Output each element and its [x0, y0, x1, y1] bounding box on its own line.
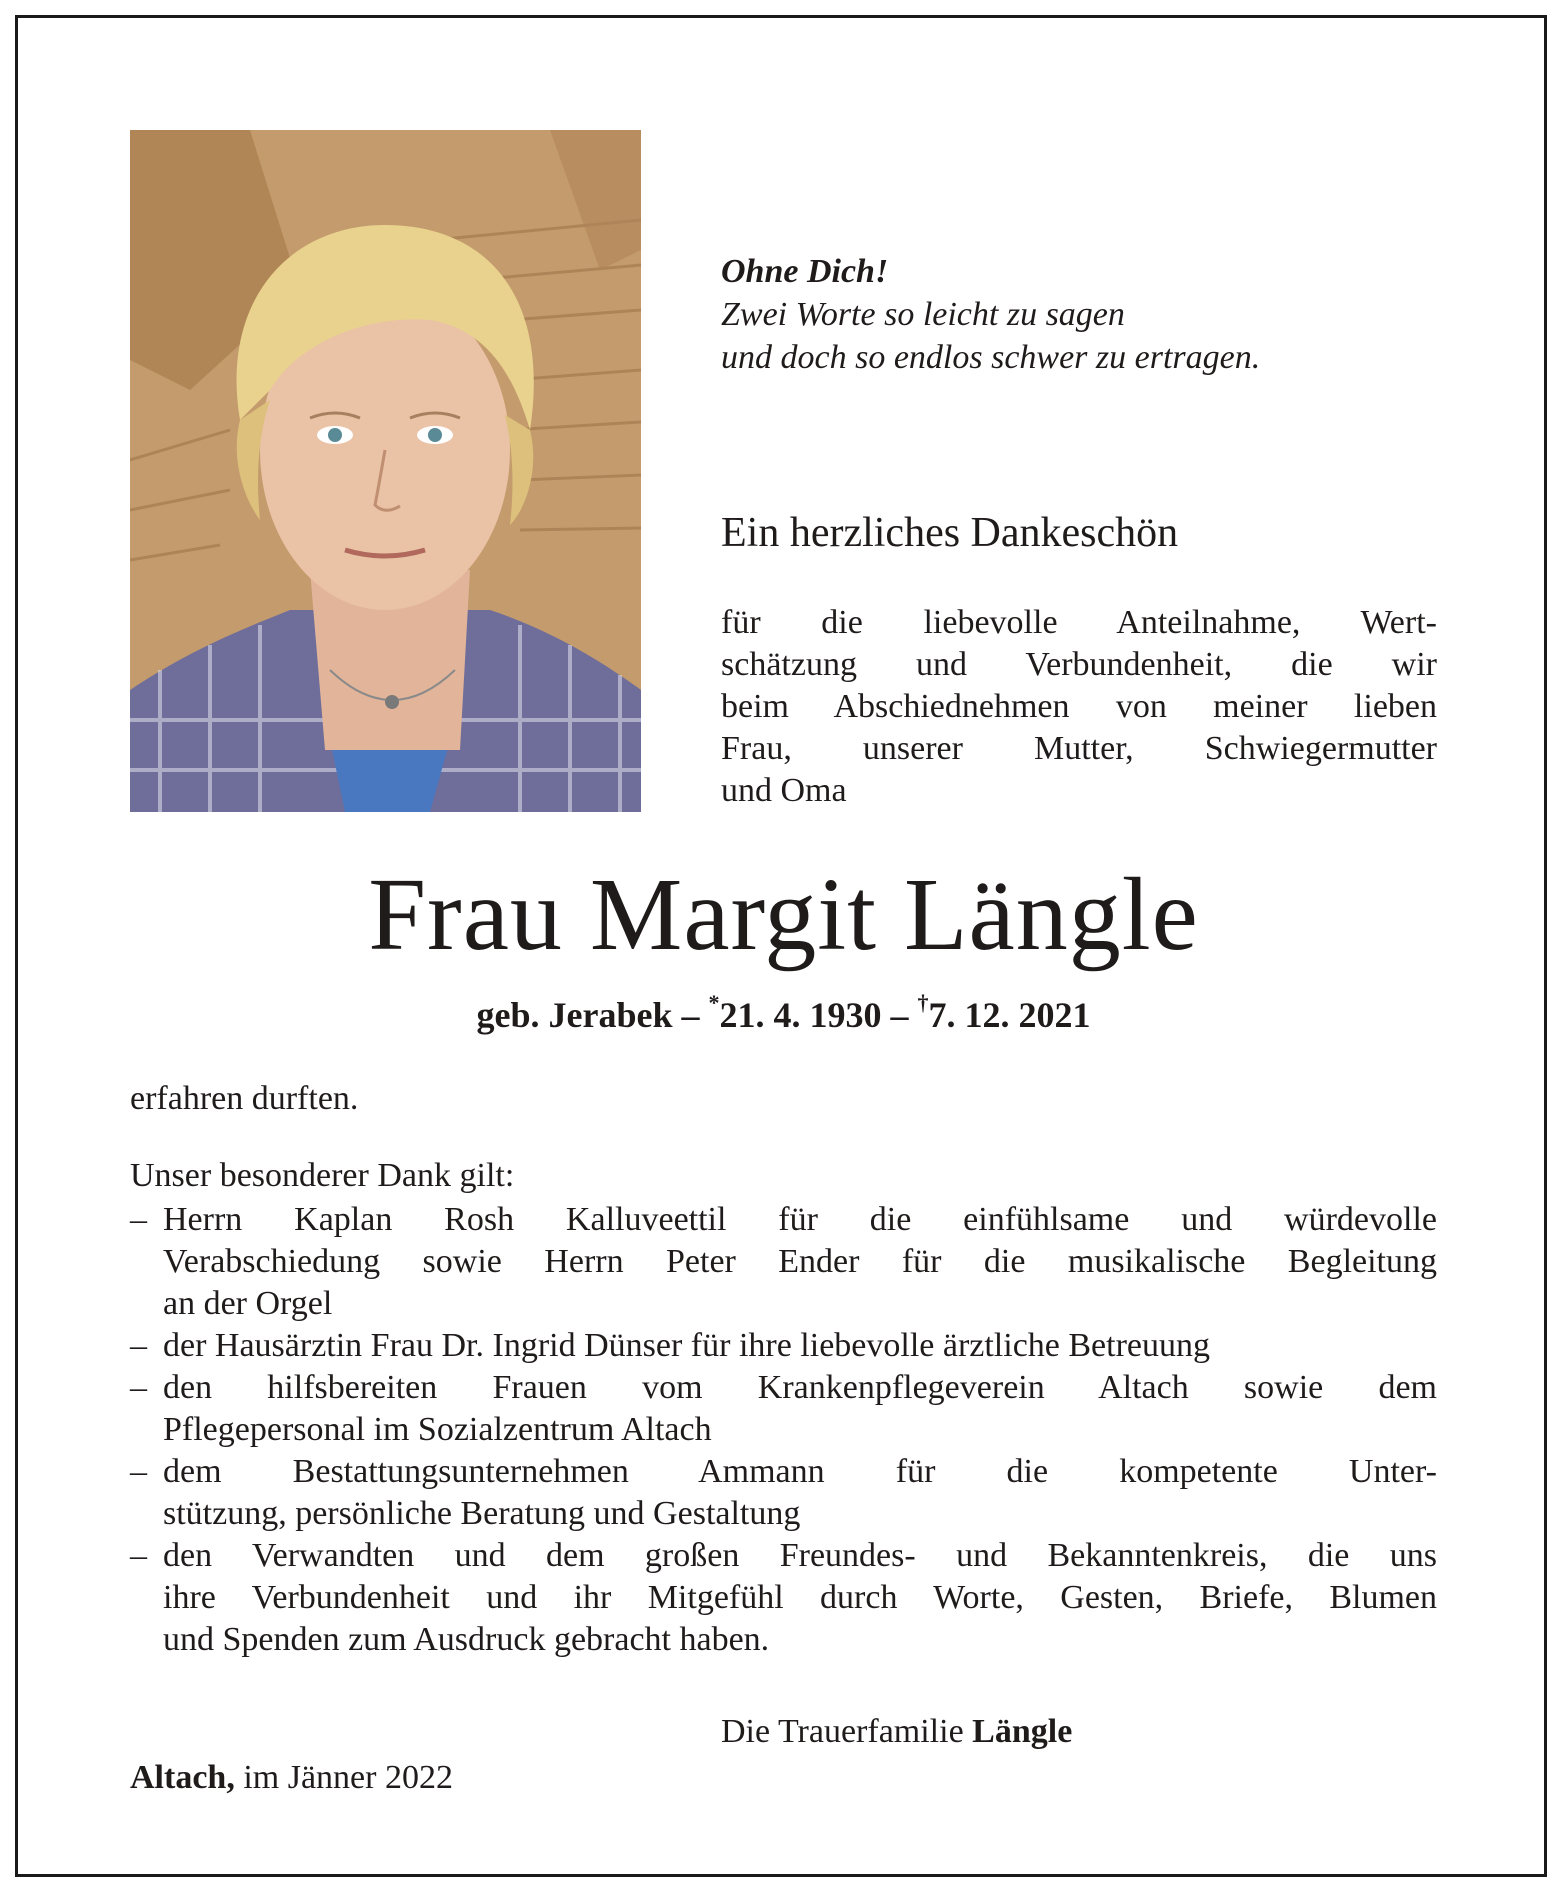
- thanks-line: schätzung und Verbundenheit, die wir: [721, 646, 1437, 683]
- list-item-line: ihre Verbundenheit und ihr Mitgefühl durch Worte, Gesten, Briefe, Blumen: [163, 1579, 1437, 1616]
- life-dates: [0, 985, 1567, 1037]
- list-dash: –: [130, 1201, 147, 1238]
- list-item-line: den Verwandten und dem großen Freundes- und Bekanntenkreis, die uns: [163, 1537, 1437, 1574]
- list-item-line: der Hausärztin Frau Dr. Ingrid Dünser für ihre liebevolle ärztliche Betreuung: [163, 1327, 1211, 1364]
- poem-line-1: Zwei Worte so leicht zu sagen: [721, 296, 1125, 333]
- continuation-text: erfahren durften.: [130, 1080, 359, 1117]
- list-item: [130, 1325, 1437, 1367]
- list-item-line: den hilfsbereiten Frauen vom Krankenpflegeverein Altach sowie dem: [163, 1369, 1437, 1406]
- list-item-line: Pflegepersonal im Sozialzentrum Altach: [163, 1411, 712, 1448]
- thanks-paragraph: [721, 602, 1437, 812]
- list-dash: –: [130, 1327, 147, 1364]
- list-item-line: und Spenden zum Ausdruck gebracht haben.: [163, 1621, 770, 1658]
- date: im Jänner 2022: [243, 1759, 453, 1796]
- poem-line-2: und doch so endlos schwer zu ertragen.: [721, 339, 1261, 376]
- place-date: [130, 1757, 453, 1799]
- separator: –: [681, 995, 700, 1035]
- list-item-line: dem Bestattungsunternehmen Ammann für die kompetente Unter-: [163, 1453, 1437, 1490]
- separator: –: [890, 995, 909, 1035]
- birth-name: geb. Jerabek: [476, 995, 673, 1035]
- family-signature: [721, 1711, 1072, 1753]
- list-item: [130, 1367, 1437, 1451]
- birth-date: 21. 4. 1930: [719, 995, 882, 1035]
- list-item: [130, 1535, 1437, 1661]
- list-item-line: stützung, persönliche Beratung und Gestaltung: [163, 1495, 801, 1532]
- poem-title: Ohne Dich!: [721, 253, 889, 290]
- special-thanks-intro: Unser besonderer Dank gilt:: [130, 1157, 515, 1194]
- thanks-line: für die liebevolle Anteilnahme, Wert-: [721, 604, 1437, 641]
- signature-prefix: Die Trauerfamilie: [721, 1713, 964, 1750]
- thanks-line: und Oma: [721, 772, 847, 809]
- death-date: 7. 12. 2021: [928, 995, 1091, 1035]
- thanks-list: [130, 1199, 1437, 1661]
- thanks-line: Frau, unserer Mutter, Schwiegermutter: [721, 730, 1437, 767]
- list-dash: –: [130, 1453, 147, 1490]
- list-dash: –: [130, 1369, 147, 1406]
- poem: [721, 250, 1260, 379]
- list-item-line: an der Orgel: [163, 1285, 333, 1322]
- thanks-line: beim Abschiednehmen von meiner lieben: [721, 688, 1437, 725]
- thanks-heading: Ein herzliches Dankeschön: [721, 510, 1179, 556]
- deceased-name: Frau Margit Längle: [368, 857, 1199, 972]
- list-dash: –: [130, 1537, 147, 1574]
- place: Altach,: [130, 1759, 235, 1796]
- list-item: [130, 1451, 1437, 1535]
- family-name: Längle: [972, 1713, 1073, 1750]
- list-item: [130, 1199, 1437, 1325]
- list-item-line: Verabschiedung sowie Herrn Peter Ender für die musikalische Begleitung: [163, 1243, 1437, 1280]
- birth-symbol: *: [708, 990, 720, 1015]
- death-symbol: †: [917, 990, 929, 1015]
- portrait-photo: [130, 130, 641, 812]
- list-item-line: Herrn Kaplan Rosh Kalluveettil für die einfühlsame und würdevolle: [163, 1201, 1437, 1238]
